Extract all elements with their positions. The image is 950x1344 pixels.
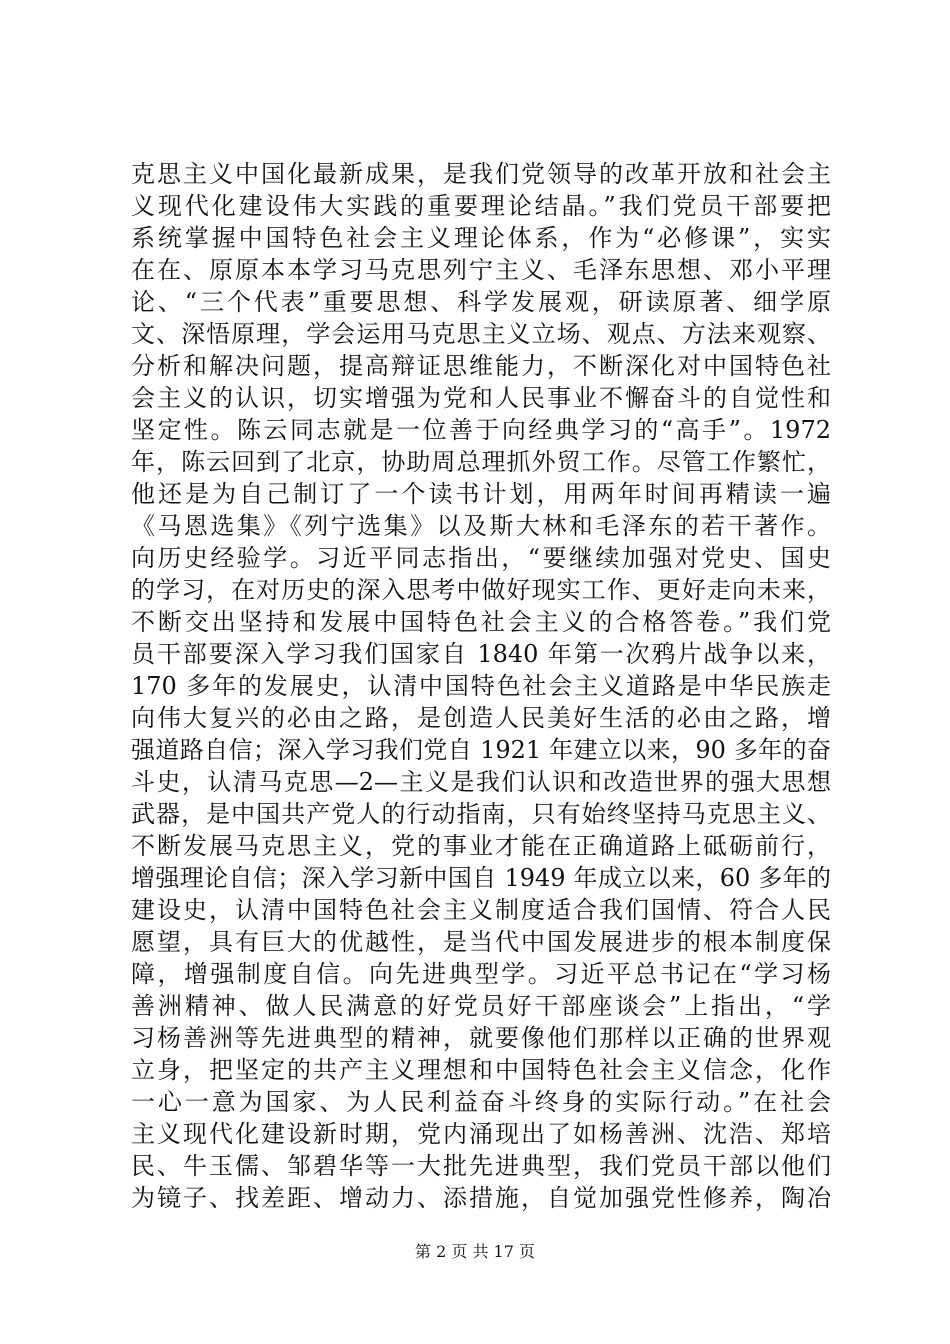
- text-line: 强道路自信；深入学习我们党自 1921 年建立以来，90 多年的奋: [131, 736, 831, 764]
- text-line: 主义现代化建设新时期，党内涌现出了如杨善洲、沈浩、郑培: [131, 1120, 831, 1148]
- text-line: 分析和解决问题，提高辩证思维能力，不断深化对中国特色社: [131, 352, 831, 380]
- text-line: 员干部要深入学习我们国家自 1840 年第一次鸦片战争以来，: [131, 640, 831, 668]
- text-line: 年，陈云回到了北京，协助周总理抓外贸工作。尽管工作繁忙，: [131, 448, 831, 476]
- text-line: 武器，是中国共产党人的行动指南，只有始终坚持马克思主义、: [131, 800, 831, 828]
- text-line: 向历史经验学。习近平同志指出，“要继续加强对党史、国史: [131, 544, 831, 572]
- text-line: 170 多年的发展史，认清中国特色社会主义道路是中华民族走: [131, 672, 831, 700]
- page-number-footer: 第 2 页 共 17 页: [415, 1242, 535, 1261]
- text-line: 向伟大复兴的必由之路，是创造人民美好生活的必由之路，增: [131, 704, 831, 732]
- text-line: 他还是为自己制订了一个读书计划，用两年时间再精读一遍: [131, 480, 831, 508]
- text-line: 义现代化建设伟大实践的重要理论结晶。”我们党员干部要把: [131, 192, 831, 220]
- text-line: 坚定性。陈云同志就是一位善于向经典学习的“高手”。1972: [131, 416, 831, 444]
- text-line: 的学习，在对历史的深入思考中做好现实工作、更好走向未来，: [131, 576, 831, 604]
- text-line: 增强理论自信；深入学习新中国自 1949 年成立以来，60 多年的: [131, 864, 831, 892]
- text-line: 论、“三个代表”重要思想、科学发展观，研读原著、细学原: [131, 288, 831, 316]
- text-line: 障，增强制度自信。向先进典型学。习近平总书记在“学习杨: [131, 960, 831, 988]
- text-line: 不断发展马克思主义，党的事业才能在正确道路上砥砺前行，: [131, 832, 831, 860]
- text-line: 《马恩选集》《列宁选集》以及斯大林和毛泽东的若干著作。: [131, 512, 831, 540]
- text-line: 文、深悟原理，学会运用马克思主义立场、观点、方法来观察、: [131, 320, 831, 348]
- text-line: 系统掌握中国特色社会主义理论体系，作为“必修课”，实实: [131, 224, 831, 252]
- text-line: 不断交出坚持和发展中国特色社会主义的合格答卷。”我们党: [131, 608, 831, 636]
- text-line: 善洲精神、做人民满意的好党员好干部座谈会”上指出，“学: [131, 992, 831, 1020]
- document-body: [131, 158, 831, 1214]
- text-line: 立身，把坚定的共产主义理想和中国特色社会主义信念，化作: [131, 1056, 831, 1084]
- text-line: 一心一意为国家、为人民利益奋斗终身的实际行动。”在社会: [131, 1088, 831, 1116]
- text-line: 建设史，认清中国特色社会主义制度适合我们国情、符合人民: [131, 896, 831, 924]
- text-line: 在在、原原本本学习马克思列宁主义、毛泽东思想、邓小平理: [131, 256, 831, 284]
- text-line: 民、牛玉儒、邹碧华等一大批先进典型，我们党员干部以他们: [131, 1152, 831, 1180]
- text-line: 会主义的认识，切实增强为党和人民事业不懈奋斗的自觉性和: [131, 384, 831, 412]
- text-line: 斗史，认清马克思—2—主义是我们认识和改造世界的强大思想: [131, 768, 831, 796]
- text-line: 愿望，具有巨大的优越性，是当代中国发展进步的根本制度保: [131, 928, 831, 956]
- text-line: 为镜子、找差距、增动力、添措施，自觉加强党性修养，陶冶: [131, 1184, 831, 1212]
- text-line: 习杨善洲等先进典型的精神，就要像他们那样以正确的世界观: [131, 1024, 831, 1052]
- text-line: 克思主义中国化最新成果，是我们党领导的改革开放和社会主: [131, 160, 831, 188]
